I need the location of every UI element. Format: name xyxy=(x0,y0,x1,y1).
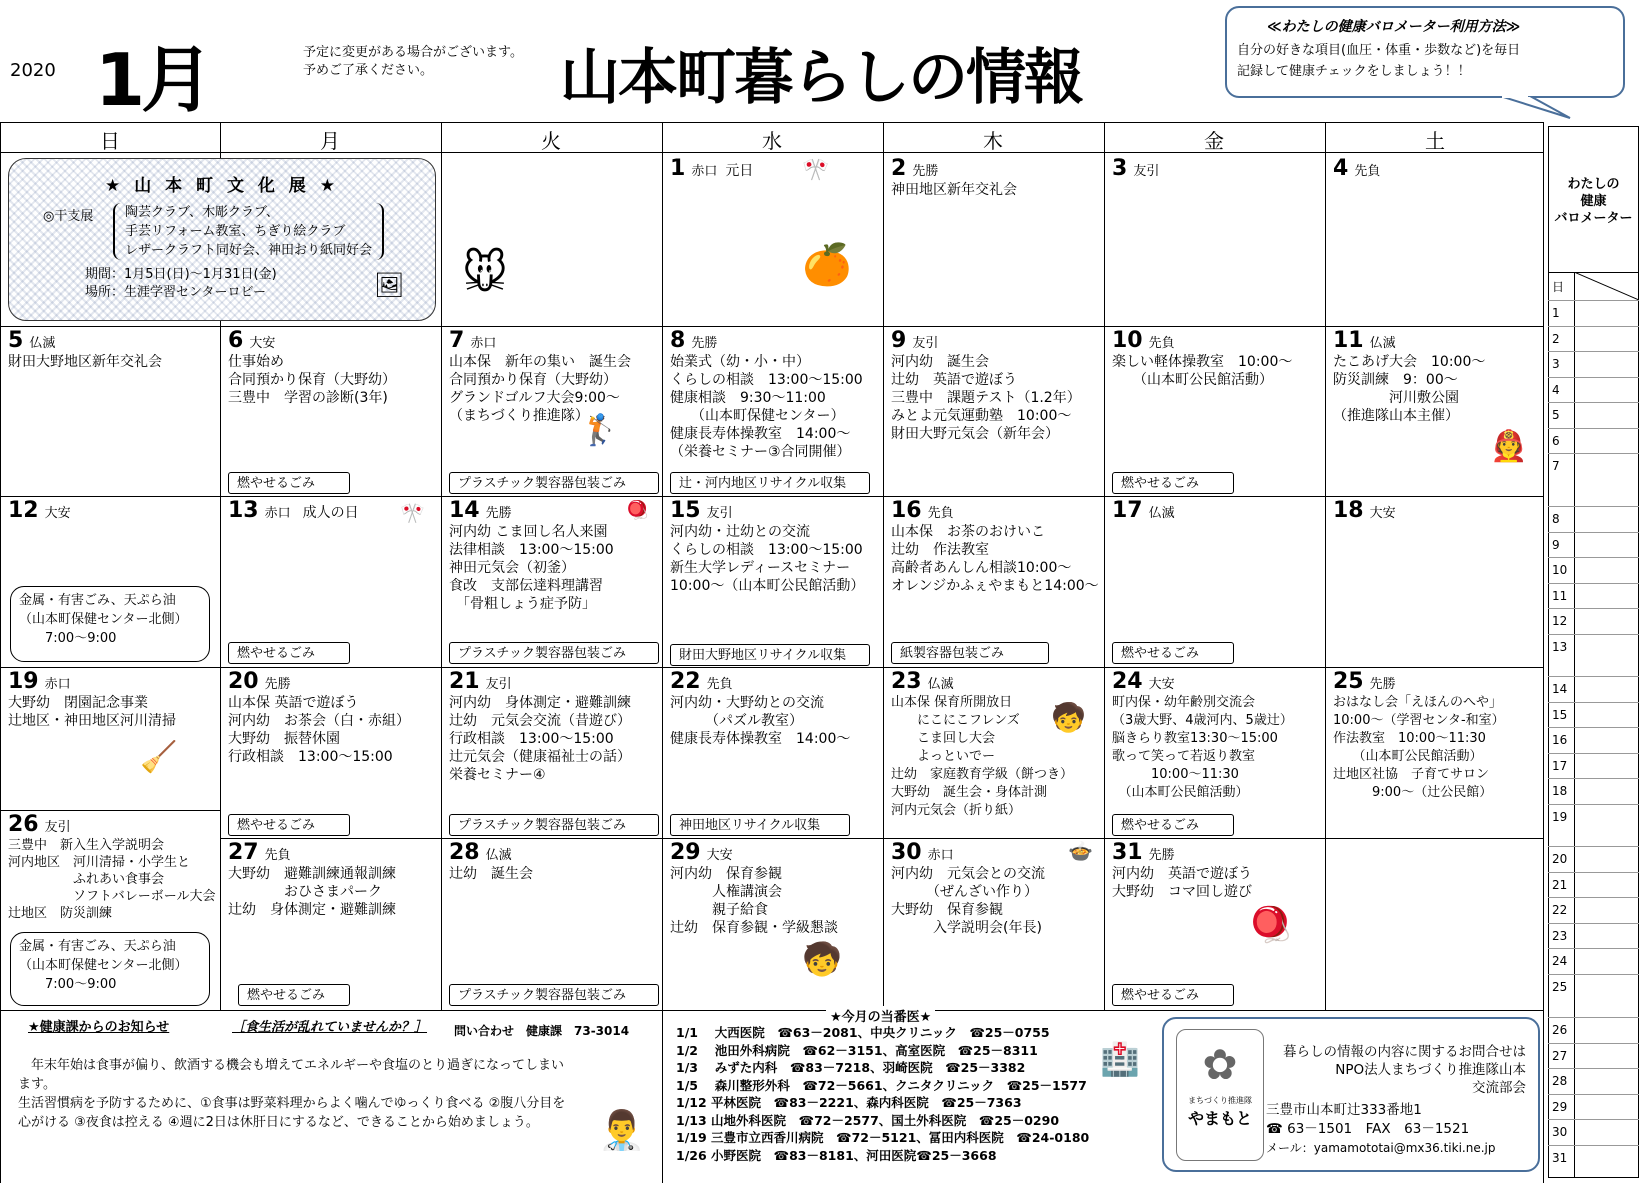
barometer-day-number: 28 xyxy=(1552,1074,1568,1088)
day-number: 10 xyxy=(1112,328,1143,353)
day-cell-15 xyxy=(662,498,883,667)
barometer-day-number: 10 xyxy=(1552,563,1568,577)
contact-lines xyxy=(1244,1043,1526,1097)
barometer-day-number: 13 xyxy=(1552,639,1568,654)
metal-waste-box: 金属・有害ごみ、天ぷら油 （山本町保健センター北側） 7:00～9:00 xyxy=(10,932,210,1006)
doctor-row: 1/5 森川整形外科 ☎72－5661、クニタクリニック ☎25－1577 xyxy=(676,1077,1087,1093)
logo-text: やまもと xyxy=(1187,1109,1252,1128)
events: 河内幼 保育参観 人権講演会 親子給食 辻幼 保育参観・学級懇談 xyxy=(670,866,838,936)
barometer-row-line xyxy=(1548,377,1639,378)
barometer-row-line xyxy=(1548,1145,1639,1146)
rokuyo: 仏滅 xyxy=(927,677,954,692)
barometer-day-number: 6 xyxy=(1552,433,1560,448)
day-number: 20 xyxy=(228,669,259,694)
rokuyo: 大安 xyxy=(1148,677,1175,692)
trash-burnable: 燃やせるごみ xyxy=(1112,472,1234,494)
rokuyo: 先負 xyxy=(264,848,291,863)
day-cell-5 xyxy=(0,328,220,496)
day-number: 21 xyxy=(449,669,480,694)
day-cell-1 xyxy=(662,156,883,326)
events: 山本保 保育所開放日 にこにこフレンズ こま回し大会 よっといでー 辻幼 家庭教育学級（餅つき） 大野幼 誕生会・身体計測 河内元気会（折り紙） xyxy=(891,695,1074,818)
barometer-day-number: 9 xyxy=(1552,537,1560,552)
day-cell-2 xyxy=(883,156,1104,326)
barometer-day-number: 20 xyxy=(1552,852,1568,866)
contact-box xyxy=(1162,1017,1540,1172)
rokuyo: 先勝 xyxy=(264,677,291,692)
barometer-row-line xyxy=(1548,557,1639,558)
barometer-row-line xyxy=(1548,351,1639,352)
doctor-row: 1/2 池田外科病院 ☎62－3151、高室医院 ☎25－8311 xyxy=(676,1042,1038,1058)
barometer-day-number: 27 xyxy=(1552,1048,1568,1063)
events: 河内幼 誕生会 辻幼 英語で遊ぼう 三豊中 課題テスト（1.2年） みとよ元気運動塾 10:00～ 財田大野元気会（新年会） xyxy=(891,354,1081,442)
barometer-day-number: 31 xyxy=(1552,1150,1568,1165)
day-number: 12 xyxy=(8,498,39,523)
barometer-day-number: 7 xyxy=(1552,459,1560,473)
rokuyo: 仏滅 xyxy=(1148,506,1175,521)
day-cell-6 xyxy=(220,328,441,496)
rokuyo: 先負 xyxy=(706,677,733,692)
barometer-row-line xyxy=(1548,1068,1639,1069)
events: 町内保・幼年齢別交流会 （3歳大野、4歳河内、5歳辻） 脳きらり教室13:30～15:00 歌って笑って若返り教室 10:00～11:30 （山本町公民館活動） xyxy=(1112,695,1293,800)
events: 三豊中 新入生入学説明会 河内地区 河川清掃・小学生と ふれあい食事会 ソフトバレーボール大会 辻地区 防災訓練 xyxy=(8,838,216,921)
weekday-wed: 水 xyxy=(762,129,782,153)
day-number: 13 xyxy=(228,498,259,523)
golf-people-icon: 🏌 xyxy=(581,413,619,448)
day-number: 17 xyxy=(1112,498,1143,523)
day-number: 3 xyxy=(1112,156,1128,181)
flags-icon: 🎌 xyxy=(400,501,425,525)
trash-plastic: プラスチック製容器包装ごみ xyxy=(449,642,659,664)
barometer-day-number: 8 xyxy=(1552,512,1560,526)
day-number: 30 xyxy=(891,840,922,865)
events: 河内幼・大野幼との交流 （パズル教室） 健康長寿体操教室 14:00～ xyxy=(670,695,851,747)
trash-plastic: プラスチック製容器包装ごみ xyxy=(449,472,659,494)
rokuyo: 仏滅 xyxy=(29,336,56,351)
barometer-day-number: 15 xyxy=(1552,707,1568,722)
grid-top xyxy=(0,122,1543,123)
day-number: 11 xyxy=(1333,328,1364,353)
trash-burnable: 燃やせるごみ xyxy=(1112,814,1234,836)
rokuyo: 先勝 xyxy=(1148,848,1175,863)
barometer-day-number: 29 xyxy=(1552,1099,1568,1114)
weekday-thu: 木 xyxy=(983,129,1003,153)
health-notice-title: ★健康課からのお知らせ xyxy=(28,1020,170,1035)
weekday-fri: 金 xyxy=(1204,129,1224,153)
day-cell-25 xyxy=(1325,669,1543,838)
barometer-row-line xyxy=(1548,608,1639,609)
trash-burnable: 燃やせるごみ xyxy=(238,984,350,1006)
culture-title: ★ 山 本 町 文 化 展 ★ xyxy=(105,176,339,196)
rokuyo: 先勝 xyxy=(485,506,512,521)
rokuyo: 先負 xyxy=(1354,164,1381,179)
events: 河内幼 こま回し名人来園 法律相談 13:00～15:00 神田元気会（初釜） 食改 支部伝達料理講習 「骨粗しょう症予防」 xyxy=(449,524,614,612)
trash-plastic: プラスチック製容器包装ごみ xyxy=(449,984,659,1006)
day-cell-8 xyxy=(662,328,883,496)
barometer-row-line xyxy=(1548,923,1639,924)
barometer-day-number: 19 xyxy=(1552,809,1568,824)
culture-items: 陶芸クラブ、木彫クラブ、 手芸リフォーム教室、ちぎり絵クラブ レザークラフト同好会、神田おり紙同好会 xyxy=(113,203,384,260)
barometer-row-line xyxy=(1548,300,1639,301)
kagami-mochi-icon: 🍊 xyxy=(802,242,852,288)
rokuyo: 赤口 xyxy=(691,164,718,179)
health-notice-body: 年末年始は食事が偏り、飲酒する機会も増えてエネルギーや食塩のとり過ぎになってしまいます。 生活習慣病を予防するために、①食事は野菜料理からよく噛んでゆっくり食べる ②腹八分目を心がける ③夜食は控える ④週に2日は休肝日にするなど、できることから始めましょう。 xyxy=(18,1058,566,1130)
barometer-day-number: 2 xyxy=(1552,331,1560,346)
day-number: 27 xyxy=(228,840,259,865)
rokuyo: 大安 xyxy=(706,848,733,863)
rokuyo: 友引 xyxy=(44,820,71,835)
barometer-row-line xyxy=(1548,727,1639,728)
barometer-day-number: 1 xyxy=(1552,306,1560,320)
rokuyo: 先負 xyxy=(927,506,954,521)
health-notice-subtitle: ［食生活が乱れていませんか？］ xyxy=(232,1020,428,1035)
day-number: 14 xyxy=(449,498,480,523)
health-contact: 問い合わせ 健康課 73-3014 xyxy=(454,1024,630,1038)
balloon-line-1: 自分の好きな項目(血圧・体重・歩数など)を毎日 xyxy=(1237,43,1521,58)
barometer-day-number: 14 xyxy=(1552,682,1568,696)
grid-split-line xyxy=(0,810,220,811)
mouse-icon: 🐭 xyxy=(462,248,508,299)
rokuyo: 友引 xyxy=(1133,164,1160,179)
barometer-row-line xyxy=(1548,326,1639,327)
trash-burnable: 燃やせるごみ xyxy=(228,814,350,836)
culture-banner xyxy=(8,158,436,321)
events: 仕事始め 合同預かり保育（大野幼） 三豊中 学習の診断(3年) xyxy=(228,354,396,406)
trash-burnable: 燃やせるごみ xyxy=(1112,984,1234,1006)
trash-burnable: 燃やせるごみ xyxy=(228,642,350,664)
day-number: 26 xyxy=(8,812,39,837)
rokuyo: 赤口 xyxy=(927,848,954,863)
day-number: 19 xyxy=(8,669,39,694)
contact-mail: メール：yamamototai@mx36.tiki.ne.jp xyxy=(1266,1141,1496,1155)
rokuyo: 先勝 xyxy=(691,336,718,351)
balloon-line-2: 記録して健康チェックをしましょう！！ xyxy=(1237,64,1471,79)
day-number: 18 xyxy=(1333,498,1364,523)
trash-recycle-kanda: 神田地区リサイクル収集 xyxy=(670,814,850,836)
contact-details xyxy=(1266,1101,1496,1158)
day-cell-10 xyxy=(1104,328,1325,496)
barometer-row-line xyxy=(1548,532,1639,533)
rokuyo: 先負 xyxy=(1148,336,1175,351)
barometer-row-line xyxy=(1548,453,1639,454)
hospital-icon: 🏥 xyxy=(1100,1040,1140,1078)
rokuyo: 大安 xyxy=(1369,506,1396,521)
barometer-row-line xyxy=(1548,1119,1639,1120)
grid-row-line xyxy=(0,326,1543,327)
day-cell-4 xyxy=(1325,156,1543,326)
events: 楽しい軽体操教室 10:00～ （山本町公民館活動） xyxy=(1112,354,1293,388)
barometer-day-number: 12 xyxy=(1552,614,1568,628)
doctor-row: 1/12 平林医院 ☎83－2221、森内科医院 ☎25－7363 xyxy=(676,1095,1022,1110)
child-eating-icon: 🍲 xyxy=(1068,839,1093,863)
spinning-top-icon: 🪀 xyxy=(626,500,649,521)
doctor-icon: 👨‍⚕ xyxy=(598,1108,646,1152)
trash-paper: 紙製容器包装ごみ xyxy=(891,642,1049,664)
day-number: 31 xyxy=(1112,840,1143,865)
events: 山本保 お茶のおけいこ 辻幼 作法教室 高齢者あんしん相談10:00～ オレンジかふぇやまもと14:00～ xyxy=(891,524,1099,594)
grid-row-line xyxy=(0,667,1543,668)
doctor-row: 1/13 山地外科医院 ☎72－2577、国土外科医院 ☎25－0290 xyxy=(676,1112,1060,1128)
trash-recycle-tsuji: 辻・河内地区リサイクル収集 xyxy=(670,472,870,494)
culture-label: ◎干支展 xyxy=(43,209,94,224)
rokuyo: 先勝 xyxy=(912,164,939,179)
barometer-day-label: 日 xyxy=(1552,280,1565,294)
notice-line-1: 予定に変更がある場合がございます。 xyxy=(303,45,523,60)
barometer-day-number: 17 xyxy=(1552,758,1568,773)
trash-burnable: 燃やせるごみ xyxy=(228,472,350,494)
day-number: 28 xyxy=(449,840,480,865)
page-title: 山本町暮らしの情報 xyxy=(560,43,1082,113)
trash-plastic: プラスチック製容器包装ごみ xyxy=(449,814,659,836)
notice-line-2: 予めご了承ください。 xyxy=(303,63,434,78)
barometer-row-line xyxy=(1548,897,1639,898)
barometer-row-line xyxy=(1548,1094,1639,1095)
day-number: 23 xyxy=(891,669,922,694)
events: おはなし会「えほんのへや」 10:00～（学習センタ-和室） 作法教室 10:00～11:30 （山本町公民館活動） 辻地区社協 子育てサロン 9:00～（辻公民館） xyxy=(1333,695,1505,800)
barometer-row-line xyxy=(1548,676,1639,677)
event: 成人の日 xyxy=(302,505,359,521)
doctor-row: 1/19 三豊市立西香川病院 ☎72－5121、冨田内科医院 ☎24-0180 xyxy=(676,1130,1090,1145)
events: たこあげ大会 10:00～ 防災訓練 9：00～ 河川敷公園 （推進隊山本主催） xyxy=(1333,354,1486,424)
barometer-row-line xyxy=(1548,428,1639,429)
barometer-row-line xyxy=(1548,753,1639,754)
barometer-row-line xyxy=(1548,402,1639,403)
month: 1月 xyxy=(95,38,210,122)
day-number: 5 xyxy=(8,328,24,353)
rokuyo: 友引 xyxy=(912,336,939,351)
barometer-row-line xyxy=(1548,702,1639,703)
events: 大野幼 閉園記念事業 辻地区・神田地区河川清掃 xyxy=(8,695,176,729)
day-number: 9 xyxy=(891,328,907,353)
day-number: 25 xyxy=(1333,669,1364,694)
day-cell-7 xyxy=(441,328,662,496)
barometer-day-number: 26 xyxy=(1552,1023,1568,1037)
cleanup-people-icon: 🧹 xyxy=(140,740,178,775)
day-number: 6 xyxy=(228,328,244,353)
events: 山本保 英語で遊ぼう 河内幼 お茶会（白・赤組） 大野幼 振替休園 行政相談 13:00～15:00 xyxy=(228,695,410,765)
rokuyo: 赤口 xyxy=(44,677,71,692)
barometer-title: わたしの 健康 バロメーター xyxy=(1554,177,1633,226)
contact-line-2: NPO法人まちづくり推進隊山本 xyxy=(1335,1062,1526,1078)
events: 神田地区新年交礼会 xyxy=(891,182,1017,198)
day-cell-21 xyxy=(441,669,662,838)
barometer-day-number: 5 xyxy=(1552,408,1560,422)
barometer-row-line xyxy=(1548,872,1639,873)
children-lunch-icon: 🧒 xyxy=(802,940,842,978)
barometer-row-line xyxy=(1548,974,1639,975)
events: 河内幼 英語で遊ぼう 大野幼 コマ回し遊び xyxy=(1112,866,1252,900)
day-number: 24 xyxy=(1112,669,1143,694)
day-number: 22 xyxy=(670,669,701,694)
top-spinning-child-icon: 🪀 xyxy=(1249,905,1292,945)
day-number: 16 xyxy=(891,498,922,523)
weekday-mon: 月 xyxy=(320,129,340,153)
day-cell-24 xyxy=(1104,669,1325,838)
day-cell-9 xyxy=(883,328,1104,496)
rokuyo: 先勝 xyxy=(1369,677,1396,692)
doctor-row: 1/26 小野医院 ☎83－8181、河田医院☎25－3668 xyxy=(676,1147,997,1163)
day-number: 8 xyxy=(670,328,686,353)
culture-period: 期間：1月5日(日)～1月31日(金) xyxy=(85,267,277,282)
year: 2020 xyxy=(10,60,56,81)
logo-small-text: まちづくり推進隊 xyxy=(1188,1096,1252,1105)
rokuyo: 友引 xyxy=(485,677,512,692)
rokuyo: 赤口 xyxy=(264,506,291,521)
grid-row-line xyxy=(0,496,1543,497)
events: 山本保 新年の集い 誕生会 合同預かり保育（大野幼） グランドゴルフ大会9:00～ （まちづくり推進隊） xyxy=(449,354,631,424)
easel-icon: 🖼 xyxy=(374,271,405,299)
day-number: 15 xyxy=(670,498,701,523)
doctor-row: 1/3 みずた内科 ☎83－7218、羽崎医院 ☎25－3382 xyxy=(676,1060,1026,1075)
day-number: 7 xyxy=(449,328,465,353)
weekday-tue: 火 xyxy=(541,129,561,153)
barometer-row-line xyxy=(1548,1043,1639,1044)
flags-icon: 🎌 xyxy=(802,158,830,183)
mochi-pounding-icon: 🧒 xyxy=(1051,701,1086,734)
day-cell-3 xyxy=(1104,156,1325,326)
barometer-row-line xyxy=(1548,506,1639,507)
grid-row-line xyxy=(220,838,1543,839)
day-cell-22 xyxy=(662,669,883,838)
rokuyo: 大安 xyxy=(44,506,71,521)
barometer-day-number: 22 xyxy=(1552,903,1568,917)
barometer-day-number: 18 xyxy=(1552,784,1568,798)
barometer-row-line xyxy=(1548,846,1639,847)
events: 始業式（幼・小・中） くらしの相談 13:00～15:00 健康相談 9:30～11:00 （山本町保健センター） 健康長寿体操教室 14:00～ （栄養セミナー③合同開催） xyxy=(670,354,863,460)
firefighter-icon: 🧑‍🚒 xyxy=(1490,429,1528,464)
day-cell-18 xyxy=(1325,498,1543,667)
rokuyo: 赤口 xyxy=(470,336,497,351)
day-cell-29 xyxy=(662,840,883,1010)
day-cell-11 xyxy=(1325,328,1543,496)
grid-col-line xyxy=(1543,122,1544,1183)
notice xyxy=(303,44,523,80)
day-cell-23 xyxy=(883,669,1104,838)
events: 河内幼・辻幼との交流 くらしの相談 13:00～15:00 新生大学レディースセミナー 10:00～（山本町公民館活動） xyxy=(670,524,865,594)
barometer-day-number: 3 xyxy=(1552,357,1560,371)
barometer-usage-balloon xyxy=(1225,6,1625,98)
contact-line-3: 交流部会 xyxy=(1472,1080,1526,1096)
culture-place: 場所：生涯学習センターロビー xyxy=(85,285,266,300)
barometer-row-line xyxy=(1548,634,1639,635)
event: 元日 xyxy=(725,163,754,179)
barometer-day-number: 11 xyxy=(1552,588,1568,603)
events: 財田大野地区新年交礼会 xyxy=(8,354,162,370)
barometer-row-line xyxy=(1548,778,1639,779)
rokuyo: 仏滅 xyxy=(1369,336,1396,351)
weekday-sun: 日 xyxy=(100,129,120,153)
barometer-day-number: 30 xyxy=(1552,1125,1568,1139)
barometer-row-line xyxy=(1548,948,1639,949)
events: 辻幼 誕生会 xyxy=(449,866,533,882)
weekday-sat: 土 xyxy=(1425,129,1445,153)
rokuyo: 大安 xyxy=(249,336,276,351)
day-number: 1 xyxy=(670,156,686,181)
doctors-title: ★今月の当番医★ xyxy=(826,1006,935,1025)
contact-line-1: 暮らしの情報の内容に関するお問合せは xyxy=(1283,1044,1526,1060)
events: 大野幼 避難訓練通報訓練 おひさまパーク 辻幼 身体測定・避難訓練 xyxy=(228,866,396,918)
trash-burnable: 燃やせるごみ xyxy=(1112,642,1234,664)
grid-bottom xyxy=(0,1010,1543,1011)
day-cell-19 xyxy=(0,669,220,809)
barometer-day-number: 25 xyxy=(1552,979,1568,994)
contact-tel: ☎ 63－1501 FAX 63－1521 xyxy=(1266,1121,1470,1137)
events: 河内幼 身体測定・避難訓練 辻幼 元気会交流（昔遊び） 行政相談 13:00～15:00 辻元気会（健康福祉士の話） 栄養セミナー④ xyxy=(449,695,631,783)
logo-mark-icon: ✿ xyxy=(1202,1040,1238,1089)
doctor-row: 1/1 大西医院 ☎63－2081、中央クリニック ☎25－0755 xyxy=(676,1025,1050,1040)
barometer-day-number: 23 xyxy=(1552,928,1568,943)
trash-recycle-saita: 財田大野地区リサイクル収集 xyxy=(670,644,870,666)
rokuyo: 仏滅 xyxy=(485,848,512,863)
metal-waste-box: 金属・有害ごみ、天ぷら油 （山本町保健センター北側） 7:00～9:00 xyxy=(10,586,210,662)
contact-address: 三豊市山本町辻333番地1 xyxy=(1266,1102,1422,1118)
day-number: 29 xyxy=(670,840,701,865)
balloon-heading: ≪わたしの健康バロメーター利用方法≫ xyxy=(1267,19,1521,35)
barometer-diagonal xyxy=(1574,272,1639,300)
barometer-day-number: 4 xyxy=(1552,382,1560,397)
balloon-tail xyxy=(1500,96,1580,120)
day-number: 4 xyxy=(1333,156,1349,181)
barometer-row-line xyxy=(1548,583,1639,584)
rokuyo: 友引 xyxy=(706,506,733,521)
barometer-day-number: 21 xyxy=(1552,877,1568,892)
events: 河内幼 元気会との交流 （ぜんざい作り） 大野幼 保育参観 入学説明会(年長) xyxy=(891,866,1045,936)
barometer-day-number: 16 xyxy=(1552,733,1568,747)
day-cell-30 xyxy=(883,840,1104,1010)
day-cell-20 xyxy=(220,669,441,838)
barometer-day-number: 24 xyxy=(1552,954,1568,968)
day-number: 2 xyxy=(891,156,907,181)
barometer-row-line xyxy=(1548,804,1639,805)
barometer-row-line xyxy=(1548,1017,1639,1018)
doctors-list xyxy=(676,1024,1089,1164)
